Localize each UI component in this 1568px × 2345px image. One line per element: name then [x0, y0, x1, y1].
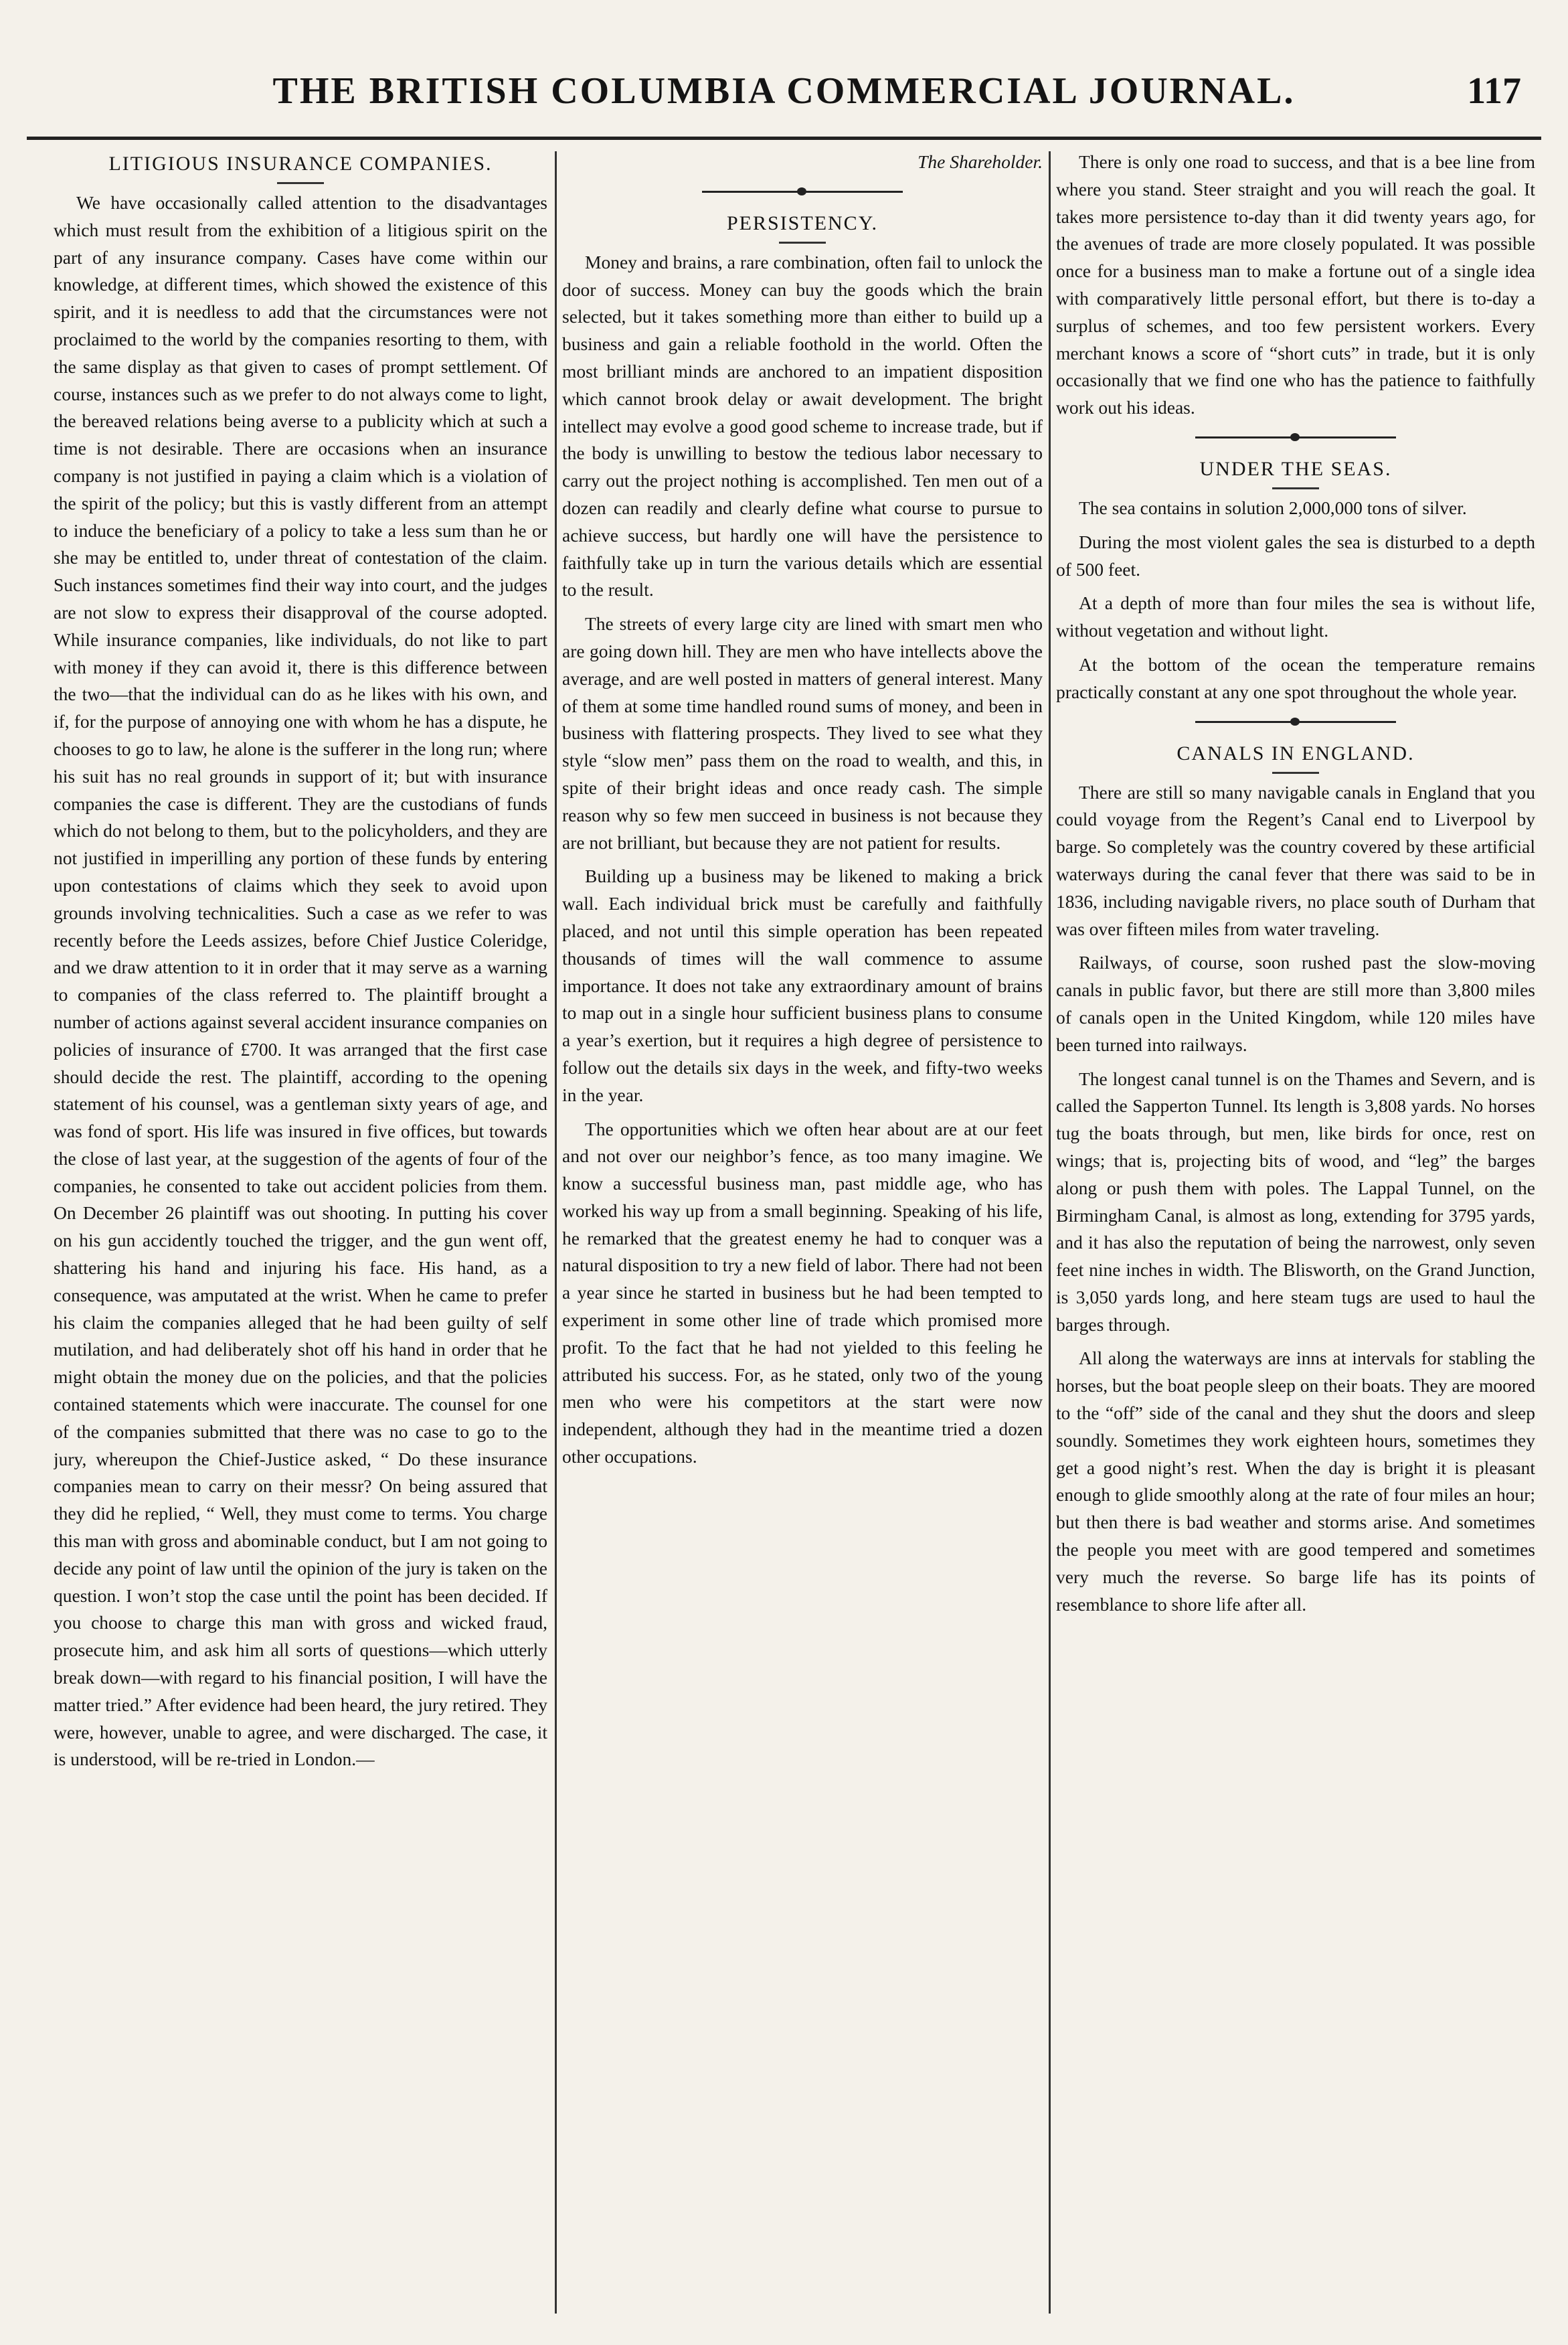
article-paragraph: During the most violent gales the sea is disturbed to a depth of 500 feet. [1056, 531, 1535, 580]
title-dash [779, 242, 826, 244]
column-rule [555, 151, 557, 2314]
article-paragraph: The longest canal tunnel is on the Thames and Severn, and is called the Sapperton Tunnel. Its length is 3,808 yards. No horses tug the boats through, but men, like birds for once, rest on wings; that is, projecting bits of wood, and “leg” the barges along or push them with poles. The Lappal Tunnel, on the Birmingham Canal, is almost as long, extending for 3795 yards, and it has also the reputation of being the narrowest, only seven feet nine inches in width. The Blisworth, on the Grand Junction, is 3,050 yards long, and here steam tugs are used to haul the barges through. [1056, 1068, 1535, 1335]
section-separator [702, 183, 903, 200]
article-paragraph: The sea contains in solution 2,000,000 tons of silver. [1079, 497, 1467, 518]
header-rule [27, 137, 1541, 140]
columns [0, 149, 1568, 2331]
article-source: The Shareholder. [918, 151, 1043, 172]
article-paragraph: At a depth of more than four miles the sea is without life, without vegetation and without light. [1056, 592, 1535, 641]
article-paragraph: All along the waterways are inns at intervals for stabling the horses, but the boat people sleep on their boats. They are moored to the “off” side of the canal and they shut the doors and sleep soundly. Sometimes they work eighteen hours, sometimes they get a good night’s rest. When the day is bright it is pleasant enough to glide smoothly along at the rate of four miles an hour; but then there is bad weather and storms arise. And sometimes the people you meet with are good tempered and sometimes very much the reverse. So barge life has its points of resemblance to shore life after all. [1056, 1348, 1535, 1615]
journal-title: THE BRITISH COLUMBIA COMMERCIAL JOURNAL. [272, 70, 1296, 112]
article-paragraph: We have occasionally called attention to the disadvantages which must result from the exhibition of a litigious spirit on the part of any insurance company. Cases have come within our knowledge, at different times, which showed the existence of this spirit, and it is needless to add that the circumstances were not proclaimed to the world by the companies resorting to them, with the same display as that given to cases of prompt settlement. Of course, instances such as we prefer to do not always come to light, the bereaved relations being averse to a publicity which at such a time is not desirable. There are occasions when an insurance company is not justified in paying a claim which is a violation of the spirit of the policy; but this is vastly different from an attempt to induce the beneficiary of a policy to take a less sum than he or she may be entitled to, under threat of contestation of the claim. Such instances sometimes find their way into court, and the judges are not slow to express their disapproval of the course adopted. While insurance companies, like individuals, do not like to part with money if they can avoid it, there is this difference between the two—that the individual can do as he likes with his own, and if, for the purpose of annoying one with whom he has a dispute, he chooses to go to law, he alone is the sufferer in the long run; where his suit has no real grounds in support of it; but with insurance companies the case is different. They are the custodians of funds which do not belong to them, but to the policyholders, and they are not justified in imperilling any portion of these funds by entering upon contestations of claims which they seek to avoid upon grounds involving technicalities. Such a case as we refer to was recently before the Leeds assizes, before Chief Justice Coleridge, and we draw attention to it in order that it may serve as a warning to companies of the class referred to. The plaintiff brought a number of actions against several accident insurance companies on policies of insurance of £700. It was arranged that the first case should decide the rest. The plaintiff, according to the opening statement of his counsel, was a gentleman sixty years of age, and was fond of sport. His life was insured in five offices, but towards the close of last year, at the suggestion of the agents of four of the companies, he consented to take out accident policies from them. On December 26 plaintiff was out shooting. In putting his cover on his gun accidently touched the trigger, and the gun went off, shattering his hand and injuring his face. His hand, as a consequence, was amputated at the wrist. When he came to prefer his claim the companies alleged that he had been guilty of self mutilation, and had deliberately shot off his hand in order that he might obtain the money due on the policies, and that the policies contained statements which were inaccurate. The counsel for one of the companies submitted that there was no case to go to the jury, whereupon the Chief-Justice asked, “ Do these insurance companies mean to carry on their messr? On being assured that they did he replied, “ Well, they must come to terms. You charge this man with gross and abominable conduct, but I am not going to decide any point of law until the opinion of the jury is taken on the question. I won’t stop the case until the point has been decided. If you choose to charge this man with gross and wicked fraud, prosecute him, and ask him all sorts of questions—which utterly break down—with regard to his financial position, I will have the matter tried.” After evidence had been heard, the jury retired. They were, however, unable to agree, and were discharged. The case, it is understood, will be re-tried in London.— [54, 192, 547, 1770]
page-number: 117 [1467, 70, 1521, 112]
article-title-persistency: PERSISTENCY. [726, 212, 878, 234]
title-dash [1272, 772, 1319, 774]
article-paragraph: The opportunities which we often hear about are at our feet and not over our neighbor’s fence, as too many imagine. We know a successful business man, past middle age, who has worked his way up from a small beginning. Speaking of his life, he remarked that the greatest enemy he had to conquer was a natural disposition to try a new field of labor. There had not been a year since he started in business but he had been tempted to experiment in some other line of trade which promised more profit. To the fact that he had not yielded to this feeling he attributed his success. For, as he stated, only two of the young men who were his competitors at the start were now independent, although they had in the meantime tried a dozen other occupations. [562, 1118, 1043, 1467]
section-separator [1195, 428, 1396, 446]
article-title-under-seas: UNDER THE SEAS. [1199, 457, 1392, 480]
article-paragraph: At the bottom of the ocean the temperature remains practically constant at any one spot throughout the whole year. [1056, 653, 1535, 702]
column-rule [1049, 151, 1051, 2314]
article-title-canals: CANALS IN ENGLAND. [1177, 742, 1415, 764]
article-paragraph: The streets of every large city are lined with smart men who are going down hill. They are men who have intellects above the average, and are well posted in matters of general interest. Many of them at some time handled round sums of money, and been in business with flattering prospects. They lived to see what they style “slow men” pass them on the road to wealth, and this, in spite of their bright ideas and once ready cash. The simple reason why so few men succeed in business is not because they are not brilliant, but because they are not patient for results. [562, 613, 1043, 853]
article-paragraph: Railways, of course, soon rushed past the slow-moving canals in public favor, but there are still more than 3,800 miles of canals open in the United Kingdom, while 120 miles have been turned into railways. [1056, 952, 1535, 1055]
article-paragraph: Building up a business may be likened to making a brick wall. Each individual brick must be carefully and faithfully placed, and not until this simple operation has been repeated thousands of times will the wall commence to assume importance. It does not take any extraordinary amount of brains to map out in a single hour sufficient business plans to consume a year’s exertion, but it requires a high degree of persistence to follow out the details six days in the week, and fifty-two weeks in the year. [562, 866, 1043, 1105]
title-dash [1272, 487, 1319, 489]
article-paragraph: There are still so many navigable canals in England that you could voyage from the Regent’s Canal end to Liverpool by barge. So completely was the country covered by these artificial waterways during the canal fever that there was said to be in 1836, including navigable rivers, no place south of Durham that was over fifteen miles from water traveling. [1056, 781, 1535, 939]
column-2 [562, 149, 1043, 2324]
title-dash [277, 182, 324, 184]
section-separator [1195, 713, 1396, 730]
article-title-litigious: LITIGIOUS INSURANCE COMPANIES. [108, 153, 493, 175]
column-1 [54, 149, 547, 2324]
article-paragraph: There is only one road to success, and that is a bee line from where you stand. Steer straight and you will reach the goal. It takes more persistence to-day than it did twenty years ago, for the avenues of trade are more closely populated. It was possible once for a business man to make a fortune out of a single idea with comparatively little personal effort, but there is to-day a surplus of schemes, and too few persistent workers. Every merchant knows a score of “short cuts” in trade, but it is only occasionally that we find one who has the patience to faithfully work out his ideas. [1056, 151, 1535, 418]
page-header [0, 64, 1568, 125]
column-3 [1056, 149, 1535, 2324]
source-credit [562, 149, 1043, 176]
article-paragraph: Money and brains, a rare combination, often fail to unlock the door of success. Money can buy the goods which the brain selected, but it takes something more than either to build up a business and gain a reliable foothold in the world. Often the most brilliant minds are anchored to an impatient disposition which cannot brook delay or await development. The bright intellect may evolve a good good scheme to increase trade, but if the body is unwilling to bestow the tedious labor necessary to carry out the project nothing is accomplished. Ten men out of a dozen can readily and clearly define what course to pursue to achieve success, but hardly one will have the persistence to faithfully take up in turn the various details which are essential to the result. [562, 251, 1043, 600]
